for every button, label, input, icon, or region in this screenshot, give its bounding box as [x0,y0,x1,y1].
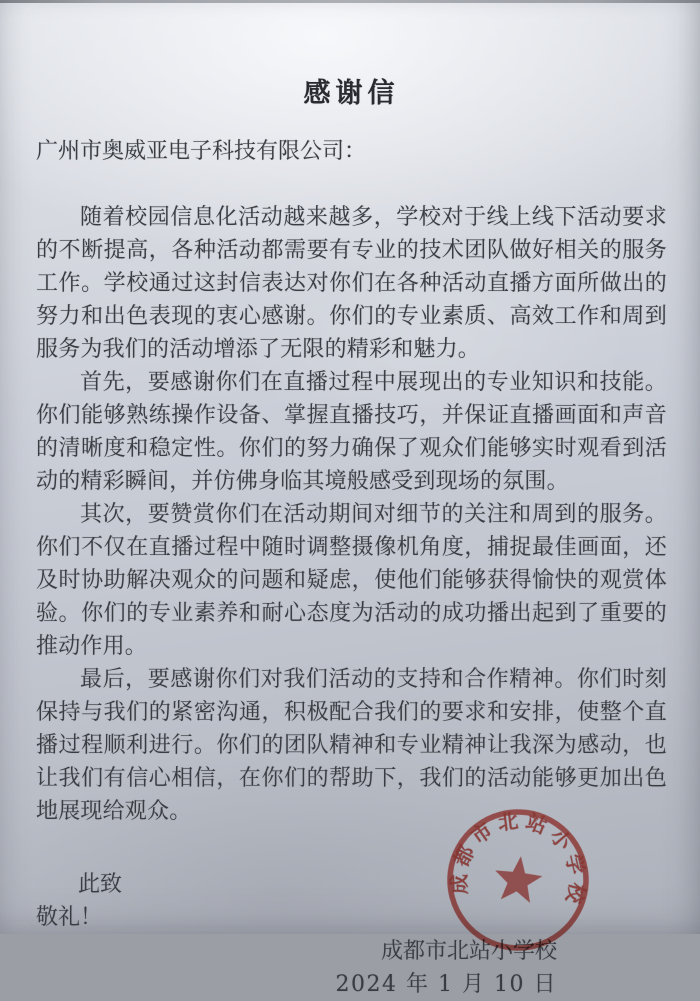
signature-date: 2024 年 1 月 10 日 [335,972,557,997]
letter-title: 感谢信 [303,78,400,109]
paragraph-2: 首先，要感谢你们在直播过程中展现出的专业知识和技能。你们能够熟练操作设备、掌握直播技巧，并保证直播画面和声音的清晰度和稳定性。你们的努力确保了观众们能够实时观看到活动的精彩瞬间，并仿佛身临其境般感受到现场的氛围。 [36,370,667,494]
school-seal-stamp [434,796,601,963]
paragraph-4: 最后，要感谢你们对我们活动的支持和合作精神。你们时刻保持与我们的紧密沟通，积极配合我们的要求和安排，使整个直播过程顺利进行。你们的团队精神和专业精神让我深为感动，也让我们有信心相信，在你们的帮助下，我们的活动能够更加出色地展现给观众。 [36,667,667,824]
signature-school: 成都市北站小学校 [380,939,557,964]
paragraph-1: 随着校园信息化活动越来越多，学校对于线上线下活动要求的不断提高，各种活动都需要有专业的技术团队做好相关的服务工作。学校通过这封信表达对你们在各种活动直播方面所做出的努力和出色表现的衷心感谢。你们的专业素质、高效工作和周到服务为我们的活动增添了无限的精彩和魅力。 [36,205,667,362]
paragraph-3: 其次，要赞赏你们在活动期间对细节的关注和周到的服务。你们不仅在直播过程中随时调整摄像机角度，捕捉最佳画面，还及时协助解决观众的问题和疑虑，使他们能够获得愉快的观赏体验。你们的专业素养和耐心态度为活动的成功播出起到了重要的推动作用。 [36,502,667,659]
salutation: 广州市奥威亚电子科技有限公司： [36,139,367,164]
closing-jingli: 敬礼！ [36,905,103,930]
closing-cizhi: 此致 [78,872,123,897]
seal-text: 成都市北站小学校 [446,807,591,912]
star-icon [492,853,545,904]
letter-body [36,201,667,828]
